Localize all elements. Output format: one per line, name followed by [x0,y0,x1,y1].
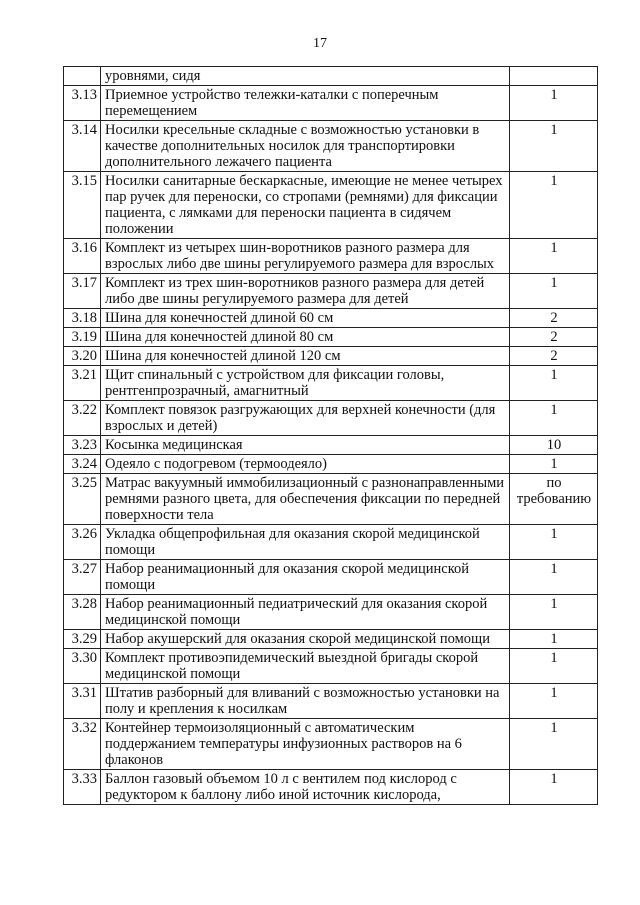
item-name-cell: Шина для конечностей длиной 80 см [101,328,510,347]
item-quantity-cell: 1 [510,239,598,274]
item-number-cell: 3.25 [64,474,101,525]
item-number-cell: 3.20 [64,347,101,366]
table-row [64,649,598,684]
item-name-cell: Контейнер термоизоляционный с автоматическим поддержанием температуры инфузионных растворов на 6 флаконов [101,719,510,770]
item-number-cell: 3.19 [64,328,101,347]
item-name-cell: Щит спинальный с устройством для фиксации головы, рентгенпрозрачный, амагнитный [101,366,510,401]
item-name-cell: Комплект повязок разгружающих для верхней конечности (для взрослых и детей) [101,401,510,436]
item-name-cell: Штатив разборный для вливаний с возможностью установки на полу и крепления к носилкам [101,684,510,719]
item-name-cell: Носилки кресельные складные с возможностью установки в качестве дополнительных носилок для транспортировки дополнительного лежачего пациента [101,121,510,172]
table-row [64,328,598,347]
item-quantity-cell: 1 [510,770,598,805]
item-quantity-cell: 1 [510,525,598,560]
table-row [64,525,598,560]
table-row [64,67,598,86]
item-number-cell: 3.26 [64,525,101,560]
item-quantity-cell: 1 [510,649,598,684]
item-quantity-cell: 1 [510,274,598,309]
item-number-cell: 3.30 [64,649,101,684]
item-name-cell: Баллон газовый объемом 10 л с вентилем под кислород с редуктором к баллону либо иной источник кислорода, [101,770,510,805]
item-quantity-cell: 2 [510,347,598,366]
item-quantity-cell: 10 [510,436,598,455]
item-number-cell: 3.28 [64,595,101,630]
table-row [64,347,598,366]
page-number: 17 [313,36,327,51]
item-name-cell: Набор реанимационный педиатрический для оказания скорой медицинской помощи [101,595,510,630]
item-quantity-cell: 1 [510,86,598,121]
item-name-cell: Носилки санитарные бескаркасные, имеющие не менее четырех пар ручек для переноски, со стропами (ремнями) для фиксации пациента, с лямками для переноски пациента в сидячем положении [101,172,510,239]
table-row [64,719,598,770]
item-quantity-cell: 1 [510,455,598,474]
item-quantity-cell: 1 [510,595,598,630]
equipment-table-body [64,67,598,805]
item-number-cell: 3.14 [64,121,101,172]
item-number-cell: 3.13 [64,86,101,121]
item-number-cell: 3.31 [64,684,101,719]
item-number-cell: 3.32 [64,719,101,770]
item-quantity-cell: 2 [510,328,598,347]
item-number-cell: 3.33 [64,770,101,805]
item-quantity-cell [510,67,598,86]
item-number-cell: 3.22 [64,401,101,436]
table-row [64,595,598,630]
item-number-cell: 3.15 [64,172,101,239]
item-quantity-cell: 1 [510,121,598,172]
table-row [64,86,598,121]
item-name-cell: Комплект противоэпидемический выездной бригады скорой медицинской помощи [101,649,510,684]
item-name-cell: Одеяло с подогревом (термоодеяло) [101,455,510,474]
item-name-cell: Комплект из трех шин-воротников разного размера для детей либо две шины регулируемого размера для детей [101,274,510,309]
item-number-cell: 3.17 [64,274,101,309]
item-number-cell: 3.27 [64,560,101,595]
item-number-cell: 3.21 [64,366,101,401]
table-row [64,560,598,595]
item-quantity-cell: 1 [510,366,598,401]
table-row [64,436,598,455]
item-number-cell [64,67,101,86]
item-number-cell: 3.29 [64,630,101,649]
equipment-table [63,66,598,805]
table-row [64,309,598,328]
item-quantity-cell: 1 [510,560,598,595]
table-row [64,121,598,172]
table-row [64,474,598,525]
item-name-cell: Набор реанимационный для оказания скорой медицинской помощи [101,560,510,595]
item-quantity-cell: 1 [510,684,598,719]
item-quantity-cell: 1 [510,719,598,770]
table-row [64,770,598,805]
item-name-cell: Шина для конечностей длиной 120 см [101,347,510,366]
item-quantity-cell: по требованию [510,474,598,525]
table-row [64,401,598,436]
item-name-cell: Набор акушерский для оказания скорой медицинской помощи [101,630,510,649]
table-row [64,455,598,474]
item-name-cell: Матрас вакуумный иммобилизационный с разнонаправленными ремнями разного цвета, для обеспечения фиксации по передней поверхности тела [101,474,510,525]
item-quantity-cell: 2 [510,309,598,328]
item-quantity-cell: 1 [510,630,598,649]
table-row [64,366,598,401]
item-number-cell: 3.18 [64,309,101,328]
item-name-cell: Укладка общепрофильная для оказания скорой медицинской помощи [101,525,510,560]
item-name-cell: Комплект из четырех шин-воротников разного размера для взрослых либо две шины регулируемого размера для взрослых [101,239,510,274]
item-name-cell: Косынка медицинская [101,436,510,455]
item-number-cell: 3.16 [64,239,101,274]
table-row [64,274,598,309]
table-row [64,684,598,719]
item-quantity-cell: 1 [510,401,598,436]
item-name-cell: уровнями, сидя [101,67,510,86]
table-row [64,172,598,239]
table-row [64,630,598,649]
item-name-cell: Шина для конечностей длиной 60 см [101,309,510,328]
item-number-cell: 3.23 [64,436,101,455]
item-quantity-cell: 1 [510,172,598,239]
table-row [64,239,598,274]
item-number-cell: 3.24 [64,455,101,474]
item-name-cell: Приемное устройство тележки-каталки с поперечным перемещением [101,86,510,121]
